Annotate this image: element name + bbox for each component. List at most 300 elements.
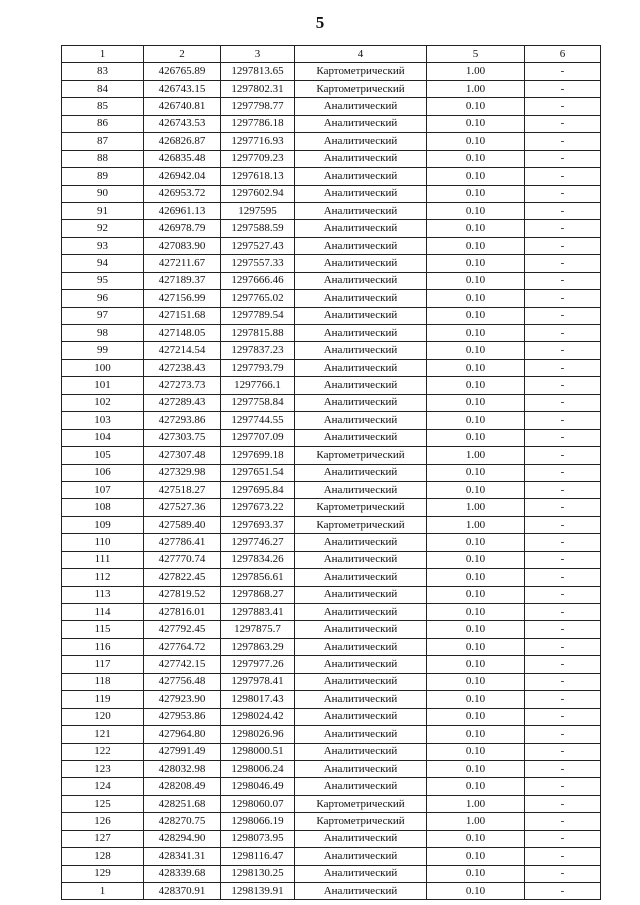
y-coordinate-cell: 1297798.77 <box>221 98 295 115</box>
accuracy-cell: 1.00 <box>427 447 525 464</box>
y-coordinate-cell: 1297595 <box>221 202 295 219</box>
x-coordinate-cell: 426740.81 <box>144 98 221 115</box>
point-number-cell: 115 <box>62 621 144 638</box>
y-coordinate-cell: 1297977.26 <box>221 656 295 673</box>
method-cell: Аналитический <box>295 586 427 603</box>
note-cell: - <box>525 865 601 882</box>
method-cell: Аналитический <box>295 325 427 342</box>
table-row <box>62 464 601 481</box>
point-number-cell: 98 <box>62 325 144 342</box>
point-number-cell: 118 <box>62 673 144 690</box>
y-coordinate-cell: 1297766.1 <box>221 377 295 394</box>
y-coordinate-cell: 1298139.91 <box>221 883 295 900</box>
point-number-cell: 111 <box>62 551 144 568</box>
note-cell: - <box>525 569 601 586</box>
point-number-cell: 121 <box>62 726 144 743</box>
point-number-cell: 104 <box>62 429 144 446</box>
method-cell: Аналитический <box>295 883 427 900</box>
accuracy-cell: 0.10 <box>427 604 525 621</box>
point-number-cell: 83 <box>62 63 144 80</box>
method-cell: Аналитический <box>295 726 427 743</box>
method-cell: Аналитический <box>295 342 427 359</box>
note-cell: - <box>525 272 601 289</box>
method-cell: Картометрический <box>295 516 427 533</box>
table-row <box>62 115 601 132</box>
method-cell: Аналитический <box>295 708 427 725</box>
table-row <box>62 429 601 446</box>
x-coordinate-cell: 427273.73 <box>144 377 221 394</box>
table-row <box>62 778 601 795</box>
point-number-cell: 101 <box>62 377 144 394</box>
table-row <box>62 237 601 254</box>
note-cell: - <box>525 133 601 150</box>
method-cell: Аналитический <box>295 394 427 411</box>
y-coordinate-cell: 1297863.29 <box>221 638 295 655</box>
y-coordinate-cell: 1298066.19 <box>221 813 295 830</box>
note-cell: - <box>525 499 601 516</box>
point-number-cell: 100 <box>62 359 144 376</box>
table-row <box>62 377 601 394</box>
method-cell: Аналитический <box>295 673 427 690</box>
table-row <box>62 621 601 638</box>
method-cell: Аналитический <box>295 115 427 132</box>
accuracy-cell: 0.10 <box>427 168 525 185</box>
x-coordinate-cell: 427953.86 <box>144 708 221 725</box>
table-row <box>62 168 601 185</box>
note-cell: - <box>525 80 601 97</box>
accuracy-cell: 0.10 <box>427 359 525 376</box>
method-cell: Аналитический <box>295 377 427 394</box>
x-coordinate-cell: 427527.36 <box>144 499 221 516</box>
accuracy-cell: 0.10 <box>427 830 525 847</box>
method-cell: Аналитический <box>295 830 427 847</box>
point-number-cell: 126 <box>62 813 144 830</box>
note-cell: - <box>525 848 601 865</box>
y-coordinate-cell: 1298024.42 <box>221 708 295 725</box>
y-coordinate-cell: 1297765.02 <box>221 290 295 307</box>
point-number-cell: 116 <box>62 638 144 655</box>
table-row <box>62 551 601 568</box>
y-coordinate-cell: 1297693.37 <box>221 516 295 533</box>
table-row <box>62 743 601 760</box>
table-row <box>62 883 601 900</box>
x-coordinate-cell: 427289.43 <box>144 394 221 411</box>
table-row <box>62 708 601 725</box>
point-number-cell: 91 <box>62 202 144 219</box>
table-row <box>62 534 601 551</box>
table-row <box>62 726 601 743</box>
table-row <box>62 80 601 97</box>
note-cell: - <box>525 586 601 603</box>
y-coordinate-cell: 1297618.13 <box>221 168 295 185</box>
method-cell: Аналитический <box>295 656 427 673</box>
method-cell: Аналитический <box>295 220 427 237</box>
accuracy-cell: 1.00 <box>427 80 525 97</box>
method-cell: Аналитический <box>295 98 427 115</box>
method-cell: Аналитический <box>295 551 427 568</box>
table-row <box>62 865 601 882</box>
accuracy-cell: 0.10 <box>427 377 525 394</box>
x-coordinate-cell: 427151.68 <box>144 307 221 324</box>
point-number-cell: 95 <box>62 272 144 289</box>
table-row <box>62 394 601 411</box>
x-coordinate-cell: 427148.05 <box>144 325 221 342</box>
point-number-cell: 120 <box>62 708 144 725</box>
x-coordinate-cell: 427518.27 <box>144 481 221 498</box>
accuracy-cell: 0.10 <box>427 342 525 359</box>
accuracy-cell: 0.10 <box>427 551 525 568</box>
x-coordinate-cell: 427756.48 <box>144 673 221 690</box>
table-row <box>62 307 601 324</box>
y-coordinate-cell: 1297793.79 <box>221 359 295 376</box>
y-coordinate-cell: 1297602.94 <box>221 185 295 202</box>
accuracy-cell: 0.10 <box>427 569 525 586</box>
note-cell: - <box>525 412 601 429</box>
y-coordinate-cell: 1297588.59 <box>221 220 295 237</box>
point-number-cell: 109 <box>62 516 144 533</box>
point-number-cell: 119 <box>62 691 144 708</box>
y-coordinate-cell: 1297709.23 <box>221 150 295 167</box>
y-coordinate-cell: 1298046.49 <box>221 778 295 795</box>
note-cell: - <box>525 656 601 673</box>
point-number-cell: 127 <box>62 830 144 847</box>
note-cell: - <box>525 359 601 376</box>
page-number: 5 <box>315 13 325 32</box>
x-coordinate-cell: 426942.04 <box>144 168 221 185</box>
point-number-cell: 124 <box>62 778 144 795</box>
y-coordinate-cell: 1298026.96 <box>221 726 295 743</box>
x-coordinate-cell: 426826.87 <box>144 133 221 150</box>
x-coordinate-cell: 427303.75 <box>144 429 221 446</box>
method-cell: Аналитический <box>295 865 427 882</box>
table-row <box>62 290 601 307</box>
note-cell: - <box>525 813 601 830</box>
accuracy-cell: 0.10 <box>427 307 525 324</box>
y-coordinate-cell: 1297813.65 <box>221 63 295 80</box>
table-row <box>62 150 601 167</box>
note-cell: - <box>525 760 601 777</box>
accuracy-cell: 0.10 <box>427 621 525 638</box>
table-row <box>62 447 601 464</box>
method-cell: Аналитический <box>295 760 427 777</box>
x-coordinate-cell: 427329.98 <box>144 464 221 481</box>
y-coordinate-cell: 1298060.07 <box>221 795 295 812</box>
method-cell: Аналитический <box>295 168 427 185</box>
note-cell: - <box>525 551 601 568</box>
point-number-cell: 89 <box>62 168 144 185</box>
accuracy-cell: 0.10 <box>427 883 525 900</box>
accuracy-cell: 0.10 <box>427 726 525 743</box>
method-cell: Аналитический <box>295 307 427 324</box>
table-row <box>62 516 601 533</box>
point-number-cell: 123 <box>62 760 144 777</box>
accuracy-cell: 0.10 <box>427 760 525 777</box>
note-cell: - <box>525 429 601 446</box>
x-coordinate-cell: 427819.52 <box>144 586 221 603</box>
x-coordinate-cell: 426953.72 <box>144 185 221 202</box>
y-coordinate-cell: 1297707.09 <box>221 429 295 446</box>
y-coordinate-cell: 1297883.41 <box>221 604 295 621</box>
point-number-cell: 93 <box>62 237 144 254</box>
method-cell: Аналитический <box>295 255 427 272</box>
note-cell: - <box>525 673 601 690</box>
accuracy-cell: 0.10 <box>427 272 525 289</box>
note-cell: - <box>525 63 601 80</box>
table-row <box>62 133 601 150</box>
method-cell: Аналитический <box>295 604 427 621</box>
table-row <box>62 255 601 272</box>
accuracy-cell: 0.10 <box>427 464 525 481</box>
x-coordinate-cell: 427307.48 <box>144 447 221 464</box>
note-cell: - <box>525 98 601 115</box>
y-coordinate-cell: 1297695.84 <box>221 481 295 498</box>
table-row <box>62 481 601 498</box>
y-coordinate-cell: 1297557.33 <box>221 255 295 272</box>
method-cell: Аналитический <box>295 848 427 865</box>
x-coordinate-cell: 427786.41 <box>144 534 221 551</box>
y-coordinate-cell: 1298116.47 <box>221 848 295 865</box>
x-coordinate-cell: 428341.31 <box>144 848 221 865</box>
table-row <box>62 220 601 237</box>
y-coordinate-cell: 1297834.26 <box>221 551 295 568</box>
column-header-3: 3 <box>221 46 295 63</box>
point-number-cell: 1 <box>62 883 144 900</box>
table-row <box>62 185 601 202</box>
accuracy-cell: 0.10 <box>427 656 525 673</box>
method-cell: Аналитический <box>295 481 427 498</box>
accuracy-cell: 0.10 <box>427 220 525 237</box>
accuracy-cell: 0.10 <box>427 743 525 760</box>
x-coordinate-cell: 427923.90 <box>144 691 221 708</box>
note-cell: - <box>525 830 601 847</box>
note-cell: - <box>525 307 601 324</box>
method-cell: Аналитический <box>295 272 427 289</box>
accuracy-cell: 0.10 <box>427 481 525 498</box>
point-number-cell: 128 <box>62 848 144 865</box>
note-cell: - <box>525 534 601 551</box>
point-number-cell: 88 <box>62 150 144 167</box>
table-row <box>62 272 601 289</box>
y-coordinate-cell: 1297746.27 <box>221 534 295 551</box>
y-coordinate-cell: 1297978.41 <box>221 673 295 690</box>
method-cell: Аналитический <box>295 621 427 638</box>
table-row <box>62 202 601 219</box>
point-number-cell: 117 <box>62 656 144 673</box>
accuracy-cell: 0.10 <box>427 237 525 254</box>
method-cell: Аналитический <box>295 359 427 376</box>
point-number-cell: 129 <box>62 865 144 882</box>
method-cell: Аналитический <box>295 185 427 202</box>
y-coordinate-cell: 1297699.18 <box>221 447 295 464</box>
accuracy-cell: 0.10 <box>427 98 525 115</box>
column-header-1: 1 <box>62 46 144 63</box>
note-cell: - <box>525 726 601 743</box>
point-number-cell: 122 <box>62 743 144 760</box>
accuracy-cell: 0.10 <box>427 394 525 411</box>
y-coordinate-cell: 1298130.25 <box>221 865 295 882</box>
x-coordinate-cell: 428339.68 <box>144 865 221 882</box>
method-cell: Аналитический <box>295 150 427 167</box>
coordinates-table <box>61 45 601 900</box>
point-number-cell: 86 <box>62 115 144 132</box>
x-coordinate-cell: 427238.43 <box>144 359 221 376</box>
x-coordinate-cell: 428032.98 <box>144 760 221 777</box>
table-row <box>62 673 601 690</box>
table-row <box>62 412 601 429</box>
method-cell: Аналитический <box>295 691 427 708</box>
note-cell: - <box>525 115 601 132</box>
table-row <box>62 359 601 376</box>
note-cell: - <box>525 237 601 254</box>
y-coordinate-cell: 1297815.88 <box>221 325 295 342</box>
table-row <box>62 342 601 359</box>
method-cell: Аналитический <box>295 743 427 760</box>
accuracy-cell: 0.10 <box>427 429 525 446</box>
x-coordinate-cell: 428294.90 <box>144 830 221 847</box>
accuracy-cell: 1.00 <box>427 499 525 516</box>
table-row <box>62 656 601 673</box>
x-coordinate-cell: 427792.45 <box>144 621 221 638</box>
point-number-cell: 106 <box>62 464 144 481</box>
method-cell: Аналитический <box>295 464 427 481</box>
accuracy-cell: 0.10 <box>427 691 525 708</box>
column-header-6: 6 <box>525 46 601 63</box>
note-cell: - <box>525 691 601 708</box>
point-number-cell: 94 <box>62 255 144 272</box>
method-cell: Аналитический <box>295 778 427 795</box>
point-number-cell: 99 <box>62 342 144 359</box>
point-number-cell: 97 <box>62 307 144 324</box>
method-cell: Аналитический <box>295 237 427 254</box>
note-cell: - <box>525 778 601 795</box>
y-coordinate-cell: 1297744.55 <box>221 412 295 429</box>
accuracy-cell: 1.00 <box>427 516 525 533</box>
table-row <box>62 98 601 115</box>
note-cell: - <box>525 638 601 655</box>
y-coordinate-cell: 1297789.54 <box>221 307 295 324</box>
y-coordinate-cell: 1297716.93 <box>221 133 295 150</box>
accuracy-cell: 0.10 <box>427 708 525 725</box>
table-row <box>62 691 601 708</box>
table-row <box>62 569 601 586</box>
note-cell: - <box>525 325 601 342</box>
table-row <box>62 830 601 847</box>
x-coordinate-cell: 427214.54 <box>144 342 221 359</box>
x-coordinate-cell: 426961.13 <box>144 202 221 219</box>
x-coordinate-cell: 427293.86 <box>144 412 221 429</box>
point-number-cell: 113 <box>62 586 144 603</box>
point-number-cell: 114 <box>62 604 144 621</box>
note-cell: - <box>525 621 601 638</box>
accuracy-cell: 0.10 <box>427 534 525 551</box>
note-cell: - <box>525 220 601 237</box>
point-number-cell: 110 <box>62 534 144 551</box>
note-cell: - <box>525 516 601 533</box>
method-cell: Аналитический <box>295 290 427 307</box>
x-coordinate-cell: 427770.74 <box>144 551 221 568</box>
accuracy-cell: 0.10 <box>427 865 525 882</box>
y-coordinate-cell: 1298006.24 <box>221 760 295 777</box>
point-number-cell: 112 <box>62 569 144 586</box>
method-cell: Картометрический <box>295 499 427 516</box>
x-coordinate-cell: 427189.37 <box>144 272 221 289</box>
method-cell: Картометрический <box>295 80 427 97</box>
y-coordinate-cell: 1297527.43 <box>221 237 295 254</box>
method-cell: Картометрический <box>295 795 427 812</box>
x-coordinate-cell: 428370.91 <box>144 883 221 900</box>
column-header-2: 2 <box>144 46 221 63</box>
y-coordinate-cell: 1297837.23 <box>221 342 295 359</box>
x-coordinate-cell: 427764.72 <box>144 638 221 655</box>
y-coordinate-cell: 1297856.61 <box>221 569 295 586</box>
accuracy-cell: 0.10 <box>427 255 525 272</box>
accuracy-cell: 0.10 <box>427 778 525 795</box>
note-cell: - <box>525 290 601 307</box>
note-cell: - <box>525 883 601 900</box>
table-row <box>62 795 601 812</box>
note-cell: - <box>525 377 601 394</box>
method-cell: Аналитический <box>295 202 427 219</box>
point-number-cell: 107 <box>62 481 144 498</box>
note-cell: - <box>525 202 601 219</box>
x-coordinate-cell: 426765.89 <box>144 63 221 80</box>
point-number-cell: 108 <box>62 499 144 516</box>
note-cell: - <box>525 604 601 621</box>
x-coordinate-cell: 427156.99 <box>144 290 221 307</box>
y-coordinate-cell: 1297673.22 <box>221 499 295 516</box>
table-row <box>62 813 601 830</box>
method-cell: Картометрический <box>295 813 427 830</box>
note-cell: - <box>525 255 601 272</box>
point-number-cell: 96 <box>62 290 144 307</box>
accuracy-cell: 0.10 <box>427 412 525 429</box>
y-coordinate-cell: 1297802.31 <box>221 80 295 97</box>
y-coordinate-cell: 1297666.46 <box>221 272 295 289</box>
table-row <box>62 325 601 342</box>
point-number-cell: 102 <box>62 394 144 411</box>
method-cell: Аналитический <box>295 412 427 429</box>
note-cell: - <box>525 168 601 185</box>
point-number-cell: 87 <box>62 133 144 150</box>
x-coordinate-cell: 426743.53 <box>144 115 221 132</box>
accuracy-cell: 1.00 <box>427 813 525 830</box>
accuracy-cell: 0.10 <box>427 586 525 603</box>
table-row <box>62 848 601 865</box>
table-row <box>62 638 601 655</box>
table-body <box>62 63 601 900</box>
table-row <box>62 586 601 603</box>
point-number-cell: 90 <box>62 185 144 202</box>
point-number-cell: 125 <box>62 795 144 812</box>
method-cell: Аналитический <box>295 534 427 551</box>
x-coordinate-cell: 427822.45 <box>144 569 221 586</box>
column-header-5: 5 <box>427 46 525 63</box>
note-cell: - <box>525 795 601 812</box>
point-number-cell: 92 <box>62 220 144 237</box>
note-cell: - <box>525 464 601 481</box>
x-coordinate-cell: 427742.15 <box>144 656 221 673</box>
y-coordinate-cell: 1298000.51 <box>221 743 295 760</box>
x-coordinate-cell: 428251.68 <box>144 795 221 812</box>
method-cell: Картометрический <box>295 63 427 80</box>
y-coordinate-cell: 1297786.18 <box>221 115 295 132</box>
note-cell: - <box>525 708 601 725</box>
y-coordinate-cell: 1297868.27 <box>221 586 295 603</box>
accuracy-cell: 0.10 <box>427 638 525 655</box>
method-cell: Аналитический <box>295 638 427 655</box>
accuracy-cell: 0.10 <box>427 202 525 219</box>
note-cell: - <box>525 447 601 464</box>
